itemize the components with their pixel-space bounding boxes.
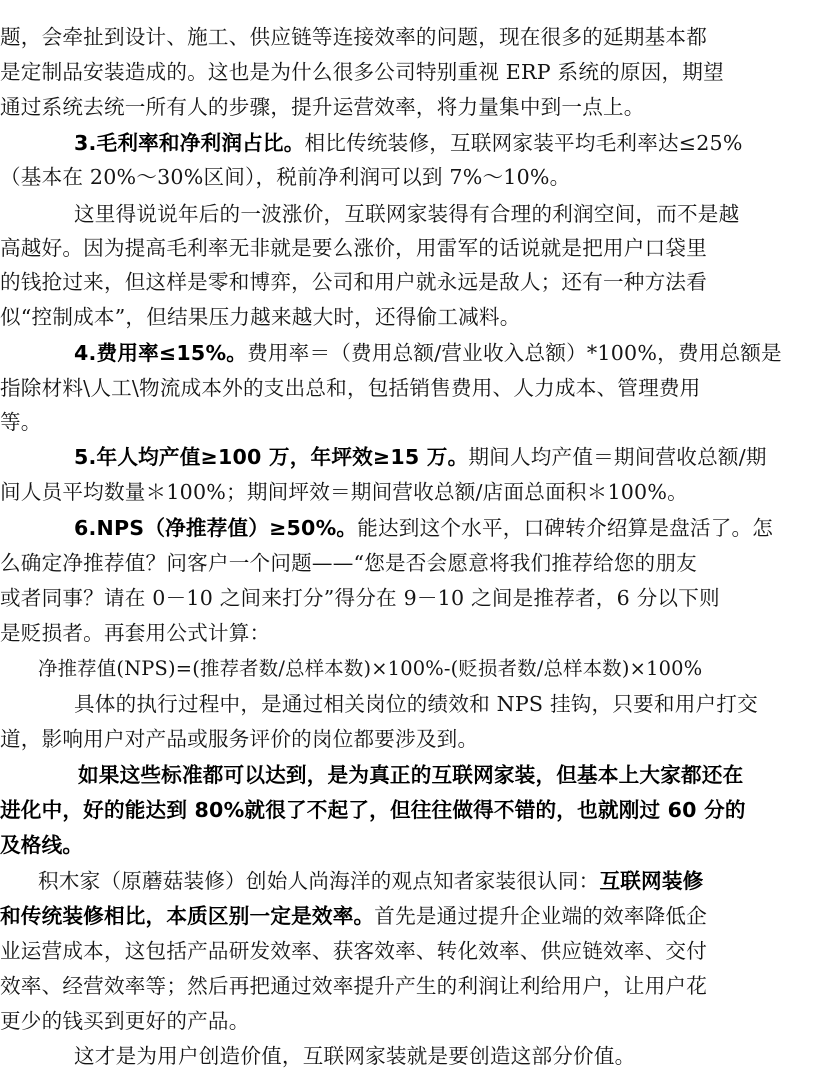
text-line: 间人员平均数量＊100%；期间坪效＝期间营收总额/店面总面积＊100%。 — [0, 480, 688, 504]
text-line: 通过系统去统一所有人的步骤，提升运营效率，将力量集中到一点上。 — [0, 95, 645, 119]
section-title: 3.毛利率和净利润占比。 — [74, 131, 305, 155]
text-line: 和传统装修相比，本质区别一定是效率。首先是通过提升企业端的效率降低企 — [0, 904, 707, 928]
section-title: 4.费用率≤15%。 — [74, 341, 248, 365]
text-line: 道，影响用户对产品或服务评价的岗位都要涉及到。 — [0, 727, 479, 751]
formula-line: 净推荐值(NPS)=(推荐者数/总样本数)×100%-(贬损者数/总样本数)×100% — [38, 657, 703, 680]
text-line: 指除材料\人工\物流成本外的支出总和，包括销售费用、人力成本、管理费用 — [0, 376, 701, 400]
text-line: 的钱抢过来，但这样是零和博弈，公司和用户就永远是敌人；还有一种方法看 — [0, 270, 707, 294]
text-line: 是定制品安装造成的。这也是为什么很多公司特别重视 ERP 系统的原因，期望 — [0, 60, 724, 84]
section-heading-expense-ratio: 4.费用率≤15%。费用率＝（费用总额/营业收入总额）*100%，费用总额是 — [74, 341, 782, 365]
text-line: 高越好。因为提高毛利率无非就是要么涨价，用雷军的话说就是把用户口袋里 — [0, 236, 707, 260]
text-line: 更少的钱买到更好的产品。 — [0, 1009, 250, 1033]
section-heading-gross-margin: 3.毛利率和净利润占比。相比传统装修，互联网家装平均毛利率达≤25% — [74, 131, 743, 155]
section-heading-output: 5.年人均产值≥100 万，年坪效≥15 万。期间人均产值＝期间营收总额/期 — [74, 445, 767, 469]
text-line: 是贬损者。再套用公式计算： — [0, 621, 271, 645]
text-line: 这才是为用户创造价值，互联网家装就是要创造这部分价值。 — [74, 1044, 636, 1068]
bold-line: 进化中，好的能达到 80%就很了不起了，但往往做得不错的，也就刚过 60 分的 — [0, 798, 746, 822]
text-line: 么确定净推荐值？问客户一个问题——“您是否会愿意将我们推荐给您的朋友 — [0, 551, 697, 575]
text-line: 或者同事？请在 0－10 之间来打分”得分在 9－10 之间是推荐者，6 分以下则 — [0, 586, 720, 610]
section-heading-nps: 6.NPS（净推荐值）≥50%。能达到这个水平，口碑转介绍算是盘活了。怎 — [74, 516, 774, 540]
text-line: 等。 — [0, 410, 42, 434]
text-line: 题，会牵扯到设计、施工、供应链等连接效率的问题，现在很多的延期基本都 — [0, 25, 707, 49]
text-line: （基本在 20%～30%区间），税前净利润可以到 7%～10%。 — [0, 165, 571, 189]
text-line: 具体的执行过程中，是通过相关岗位的绩效和 NPS 挂钩，只要和用户打交 — [74, 692, 758, 716]
text-line: 业运营成本，这包括产品研发效率、获客效率、转化效率、供应链效率、交付 — [0, 939, 707, 963]
bold-line: 如果这些标准都可以达到，是为真正的互联网家装，但基本上大家都还在 — [78, 763, 744, 787]
bold-line: 及格线。 — [0, 833, 84, 857]
text-line: 似“控制成本”，但结果压力越来越大时，还得偷工减料。 — [0, 305, 521, 329]
section-title: 6.NPS（净推荐值）≥50%。 — [74, 516, 358, 540]
section-title: 5.年人均产值≥100 万，年坪效≥15 万。 — [74, 445, 469, 469]
text-line: 这里得说说年后的一波涨价，互联网家装得有合理的利润空间，而不是越 — [74, 202, 740, 226]
text-line: 积木家（原蘑菇装修）创始人尚海洋的观点知者家装很认同：互联网装修 — [38, 869, 704, 893]
text-line: 效率、经营效率等；然后再把通过效率提升产生的利润让利给用户，让用户花 — [0, 974, 707, 998]
